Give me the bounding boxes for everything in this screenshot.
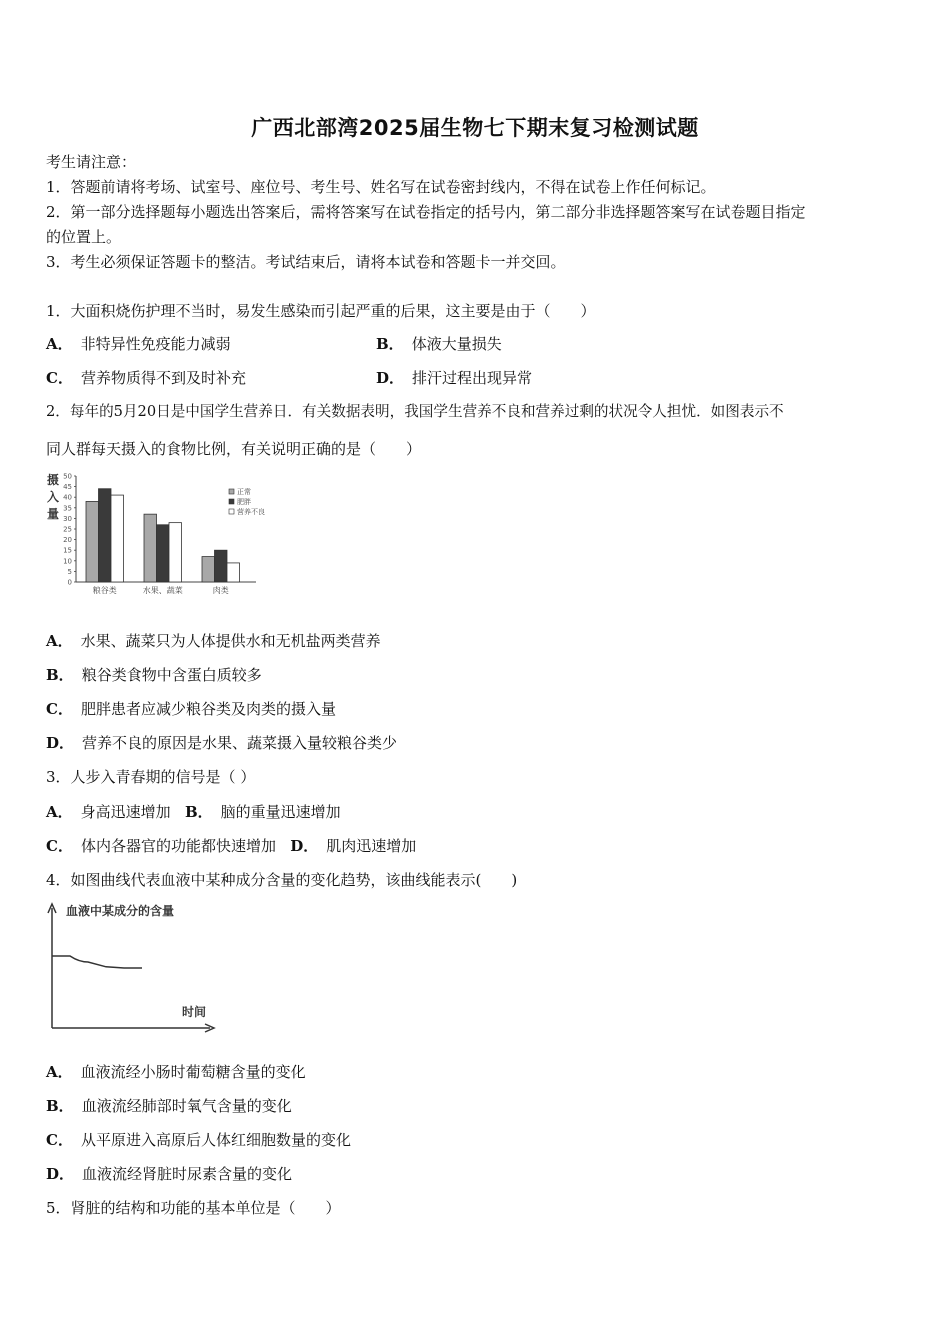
bar-营养不良-粮谷类 (111, 495, 124, 582)
question-2-option-d (46, 731, 397, 755)
option-label: A． (46, 1063, 73, 1081)
option-label: D． (376, 369, 405, 387)
option-text: 体内各器官的功能都快速增加 (80, 837, 276, 855)
legend-label: 营养不良 (237, 508, 265, 516)
option-label: C． (46, 369, 73, 387)
y-tick-label: 20 (63, 536, 72, 545)
y-tick-label: 5 (67, 567, 72, 576)
x-tick-label: 粮谷类 (92, 586, 117, 595)
curve-series-line (52, 956, 142, 968)
notice-heading: 考生请注意： (46, 153, 137, 171)
option-text: 非特异性免疫能力减弱 (80, 335, 231, 353)
bar-营养不良-水果、蔬菜 (169, 523, 182, 582)
question-4-option-b (46, 1094, 292, 1118)
question-1-option-c (46, 366, 246, 390)
question-4-option-d (46, 1162, 292, 1186)
option-text: 排汗过程出现异常 (412, 369, 533, 387)
question-2-option-c (46, 697, 336, 721)
x-tick-label: 水果、蔬菜 (142, 586, 183, 595)
notice-item: 3．考生必须保证答题卡的整洁。考试结束后，请将本试卷和答题卡一并交回。 (46, 253, 566, 271)
option-text: 水果、蔬菜只为人体提供水和无机盐两类营养 (80, 632, 381, 650)
question-1-stem: 1．大面积烧伤护理不当时，易发生感染而引起严重的后果，这主要是由于（ ） (46, 302, 596, 320)
option-label: A． (46, 335, 73, 353)
question-1-option-d (376, 366, 532, 390)
question-1-option-b (376, 332, 502, 356)
legend-swatch (229, 509, 234, 514)
option-text: 脑的重量迅速增加 (220, 803, 341, 821)
chart-bars (86, 489, 240, 582)
option-text: 身高迅速增加 (80, 803, 171, 821)
bar-正常-肉类 (202, 557, 215, 582)
question-4-option-a (46, 1060, 306, 1084)
y-tick-label: 45 (63, 483, 72, 492)
y-axis-label-char: 量 (46, 507, 60, 521)
question-2-stem-line1: 2．每年的5月20日是中国学生营养日．有关数据表明，我国学生营养不良和营养过剩的状况令人担忧．如图表示不 (46, 403, 784, 420)
option-text: 肥胖患者应减少粮谷类及肉类的摄入量 (80, 700, 336, 718)
legend-label: 正常 (237, 488, 251, 496)
option-label: D． (290, 837, 319, 855)
curve-y-label: 血液中某成分的含量 (66, 904, 175, 918)
question-2-stem-line2: 同人群每天摄入的食物比例，有关说明正确的是（ ） (46, 440, 422, 458)
bar-肥胖-粮谷类 (99, 489, 112, 582)
notice-item: 的位置上。 (46, 228, 122, 246)
question-3-options-cd (46, 834, 416, 858)
option-label: C． (46, 1131, 73, 1149)
option-text: 粮谷类食物中含蛋白质较多 (81, 666, 262, 684)
option-text: 肌肉迅速增加 (326, 837, 417, 855)
notice-item: 2．第一部分选择题每小题选出答案后，需将答案写在试卷指定的括号内，第二部分非选择题答案写在试卷题目指定 (46, 203, 806, 221)
question-4-option-c (46, 1128, 351, 1152)
option-text: 营养物质得不到及时补充 (80, 369, 246, 387)
legend-label: 肥胖 (237, 498, 251, 506)
option-label: C． (46, 837, 73, 855)
option-label: B． (376, 335, 404, 353)
y-tick-label: 25 (63, 525, 72, 534)
question-4-stem: 4．如图曲线代表血液中某种成分含量的变化趋势，该曲线能表示( ) (46, 871, 518, 889)
question-5-stem: 5．肾脏的结构和功能的基本单位是（ ） (46, 1199, 341, 1217)
question-1-option-a (46, 332, 231, 356)
option-label: A． (46, 632, 73, 650)
option-text: 营养不良的原因是水果、蔬菜摄入量较粮谷类少 (82, 734, 398, 752)
option-text: 血液流经肺部时氧气含量的变化 (81, 1097, 292, 1115)
bar-营养不良-肉类 (227, 563, 240, 582)
y-axis-label-char: 摄 (46, 473, 60, 487)
y-tick-label: 15 (63, 546, 72, 555)
option-text: 从平原进入高原后人体红细胞数量的变化 (80, 1131, 351, 1149)
question-2-option-a (46, 629, 381, 653)
y-tick-label: 30 (63, 514, 72, 523)
legend-swatch (229, 499, 234, 504)
y-axis-label-char: 入 (46, 490, 60, 504)
food-intake-bar-chart (44, 470, 284, 600)
x-tick-label: 肉类 (212, 586, 229, 595)
notice-item: 1．答题前请将考场、试室号、座位号、考生号、姓名写在试卷密封线内，不得在试卷上作任何标记。 (46, 178, 716, 196)
page-title: 广西北部湾2025届生物七下期末复习检测试题 (251, 116, 699, 140)
option-text: 体液大量损失 (411, 335, 502, 353)
bar-正常-粮谷类 (86, 501, 99, 582)
option-label: B． (184, 803, 213, 821)
y-tick-label: 35 (63, 504, 72, 513)
bar-肥胖-水果、蔬菜 (157, 525, 170, 582)
bar-肥胖-肉类 (215, 550, 228, 582)
y-tick-label: 50 (63, 472, 72, 481)
legend-swatch (229, 489, 234, 494)
option-label: D． (46, 1165, 75, 1183)
option-label: A． (46, 803, 73, 821)
y-tick-label: 10 (63, 557, 72, 566)
option-label: B． (46, 1097, 74, 1115)
question-3-stem: 3．人步入青春期的信号是（ ） (46, 768, 256, 786)
option-label: D． (46, 734, 75, 752)
question-3-options-ab (46, 800, 341, 824)
option-label: B． (46, 666, 74, 684)
option-text: 血液流经肾脏时尿素含量的变化 (82, 1165, 293, 1183)
y-tick-label: 0 (67, 578, 72, 587)
curve-x-label: 时间 (182, 1005, 207, 1019)
blood-component-curve (44, 898, 224, 1033)
option-label: C． (46, 700, 73, 718)
option-text: 血液流经小肠时葡萄糖含量的变化 (80, 1063, 306, 1081)
bar-正常-水果、蔬菜 (144, 514, 157, 582)
question-2-option-b (46, 663, 262, 687)
y-tick-label: 40 (63, 493, 72, 502)
